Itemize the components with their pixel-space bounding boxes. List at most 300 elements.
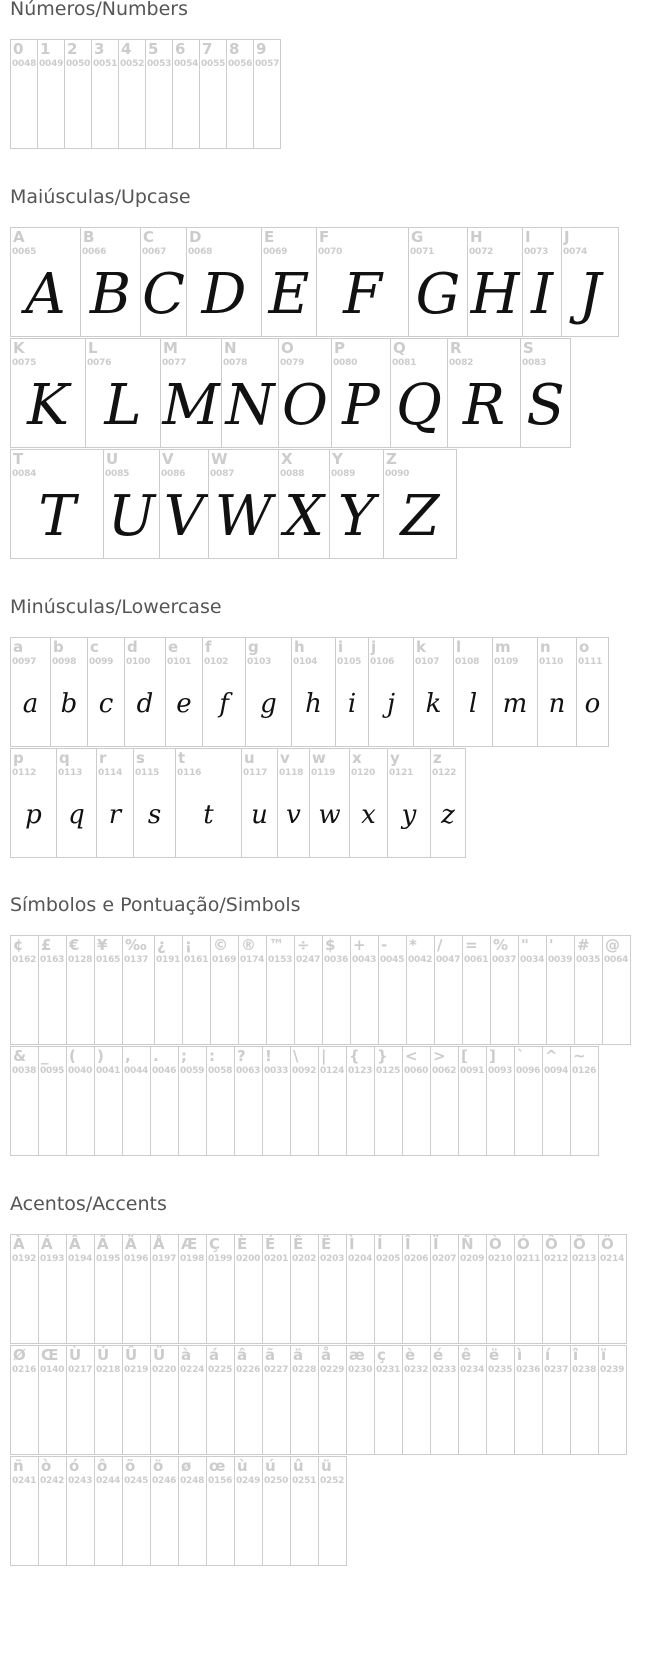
glyph-character-label: , [125, 1047, 131, 1065]
glyph-cell [378, 935, 407, 1045]
glyph-character-label: c [90, 638, 99, 656]
glyph-character-label: È [237, 1235, 248, 1253]
glyph-character-label: ù [237, 1457, 248, 1475]
glyph-code-label: 0045 [380, 955, 405, 965]
glyph-code-label: 0060 [404, 1066, 429, 1076]
glyph-character-label: - [381, 936, 388, 954]
glyph-sample [431, 1077, 458, 1149]
glyph-sample [375, 1077, 402, 1149]
glyph-cell [199, 39, 227, 149]
glyph-sample: s [147, 800, 162, 830]
glyph-code-label: 0205 [376, 1254, 401, 1264]
glyph-character-label: I [525, 228, 531, 246]
glyph-character-label: Ò [489, 1235, 502, 1253]
glyph-cell [38, 1456, 67, 1566]
glyph-sample [179, 1487, 206, 1559]
glyph-character-label: $ [325, 936, 336, 954]
glyph-code-label: 0038 [12, 1066, 37, 1076]
glyph-code-label: 0243 [68, 1476, 93, 1486]
glyph-sample: X [284, 483, 324, 549]
glyph-character-label: ã [265, 1346, 276, 1364]
glyph-code-label: 0225 [208, 1365, 233, 1375]
glyph-code-label: 0122 [432, 768, 457, 778]
glyph-character-label: & [13, 1047, 27, 1065]
glyph-sample [151, 1265, 178, 1337]
glyph-cell [245, 637, 292, 747]
glyph-code-label: 0195 [96, 1254, 121, 1264]
glyph-cell [178, 1345, 207, 1455]
glyph-cell [390, 338, 448, 448]
glyph-cell [346, 1234, 375, 1344]
glyph-character-label: 3 [94, 40, 105, 58]
glyph-code-label: 0153 [268, 955, 293, 965]
glyph-sample [207, 1487, 234, 1559]
symbols-row [10, 935, 630, 1045]
glyph-cell [150, 1345, 179, 1455]
glyph-code-label: 0086 [161, 469, 186, 479]
glyph-character-label: 4 [121, 40, 132, 58]
glyph-character-label: z [433, 749, 442, 767]
numbers-row [10, 39, 280, 149]
glyph-code-label: 0079 [280, 358, 305, 368]
glyph-cell [10, 1234, 39, 1344]
glyph-sample [123, 1376, 150, 1448]
glyph-cell [430, 1046, 459, 1156]
glyph-code-label: 0202 [292, 1254, 317, 1264]
glyph-sample: p [25, 800, 42, 830]
glyph-character-label: . [153, 1047, 159, 1065]
glyph-sample: U [107, 483, 156, 549]
glyph-code-label: 0236 [516, 1365, 541, 1375]
glyph-cell [458, 1234, 487, 1344]
glyph-sample [239, 966, 266, 1038]
glyph-cell [37, 39, 65, 149]
glyph-sample: u [251, 800, 268, 830]
glyph-sample [347, 1265, 374, 1337]
glyph-code-label: 0036 [324, 955, 349, 965]
glyph-character-label: > [433, 1047, 446, 1065]
glyph-cell [447, 338, 521, 448]
glyph-cell [434, 935, 463, 1045]
glyph-character-label: Ø [13, 1346, 26, 1364]
glyph-code-label: 0251 [292, 1476, 317, 1486]
glyph-cell [430, 1345, 459, 1455]
glyph-code-label: 0137 [124, 955, 149, 965]
glyph-sample [431, 1265, 458, 1337]
glyph-code-label: 0092 [292, 1066, 317, 1076]
glyph-code-label: 0126 [572, 1066, 597, 1076]
glyph-code-label: 0042 [408, 955, 433, 965]
glyph-character-label: ~ [573, 1047, 586, 1065]
glyph-sample [39, 1265, 66, 1337]
glyph-sample: w [318, 800, 341, 830]
glyph-code-label: 0034 [520, 955, 545, 965]
glyph-character-label: B [83, 228, 95, 246]
glyph-sample: C [142, 261, 185, 327]
glyph-cell [546, 935, 575, 1045]
glyph-cell [576, 637, 609, 747]
glyph-cell [50, 637, 88, 747]
glyph-character-label: û [293, 1457, 304, 1475]
glyph-cell [492, 637, 538, 747]
glyph-character-label: Ú [97, 1346, 110, 1364]
glyph-sample [92, 70, 118, 142]
glyph-character-label: f [205, 638, 212, 656]
glyph-cell [94, 1456, 123, 1566]
glyph-character-label: ç [377, 1346, 386, 1364]
glyph-character-label: ) [97, 1047, 104, 1065]
glyph-character-label: õ [125, 1457, 136, 1475]
glyph-cell [208, 449, 279, 559]
glyph-character-label: Ñ [461, 1235, 474, 1253]
glyph-code-label: 0074 [563, 247, 588, 257]
glyph-character-label: © [213, 936, 228, 954]
glyph-code-label: 0209 [460, 1254, 485, 1264]
glyph-code-label: 0198 [180, 1254, 205, 1264]
glyph-code-label: 0054 [174, 59, 199, 69]
glyph-sample: K [27, 372, 69, 438]
glyph-sample [291, 1487, 318, 1559]
glyph-sample [487, 1077, 514, 1149]
glyph-character-label: d [127, 638, 138, 656]
glyph-cell [430, 748, 466, 858]
glyph-sample [291, 1265, 318, 1337]
glyph-sample [123, 1265, 150, 1337]
glyph-code-label: 0193 [40, 1254, 65, 1264]
glyph-character-label: _ [41, 1047, 49, 1065]
glyph-character-label: Ö [601, 1235, 614, 1253]
glyph-character-label: ¢ [13, 936, 24, 954]
glyph-character-label: ñ [13, 1457, 24, 1475]
glyph-cell [175, 748, 242, 858]
glyph-sample [235, 1376, 262, 1448]
glyph-sample [575, 966, 602, 1038]
glyph-sample [65, 70, 91, 142]
glyph-sample: G [415, 261, 461, 327]
upcase-row [10, 227, 618, 337]
glyph-code-label: 0044 [124, 1066, 149, 1076]
glyph-code-label: 0123 [348, 1066, 373, 1076]
glyph-character-label: P [334, 339, 345, 357]
glyph-cell [66, 935, 95, 1045]
glyph-character-label: y [390, 749, 400, 767]
glyph-sample [179, 1265, 206, 1337]
glyph-code-label: 0199 [208, 1254, 233, 1264]
glyph-cell [387, 748, 431, 858]
glyph-sample: F [343, 261, 382, 327]
glyph-character-label: é [433, 1346, 444, 1364]
glyph-sample [295, 966, 322, 1038]
glyph-code-label: 0191 [156, 955, 181, 965]
glyph-code-label: 0039 [548, 955, 573, 965]
glyph-character-label: J [564, 228, 570, 246]
glyph-character-label: ( [69, 1047, 76, 1065]
glyph-code-label: 0165 [96, 955, 121, 965]
glyph-sample [459, 1077, 486, 1149]
glyph-code-label: 0206 [404, 1254, 429, 1264]
glyph-sample [67, 1487, 94, 1559]
glyph-character-label: ? [237, 1047, 246, 1065]
glyph-code-label: 0089 [331, 469, 356, 479]
glyph-code-label: 0217 [68, 1365, 93, 1375]
glyph-character-label: ü [321, 1457, 332, 1475]
glyph-sample [375, 1376, 402, 1448]
glyph-code-label: 0076 [87, 358, 112, 368]
glyph-code-label: 0066 [82, 247, 107, 257]
glyph-cell [94, 1046, 123, 1156]
glyph-code-label: 0249 [236, 1476, 261, 1486]
glyph-character-label: ô [97, 1457, 108, 1475]
glyph-cell [234, 1345, 263, 1455]
glyph-cell [186, 227, 262, 337]
glyph-code-label: 0062 [432, 1066, 457, 1076]
glyph-cell [318, 1456, 347, 1566]
glyph-sample: H [470, 261, 520, 327]
glyph-character-label: Y [332, 450, 343, 468]
glyph-character-label: Å [153, 1235, 165, 1253]
glyph-cell [537, 637, 577, 747]
glyph-sample: l [468, 689, 478, 719]
section-title-accents: Acentos/Accents [10, 1193, 167, 1215]
glyph-character-label: * [409, 936, 417, 954]
glyph-sample [95, 1265, 122, 1337]
glyph-sample [291, 1376, 318, 1448]
glyph-code-label: 0077 [162, 358, 187, 368]
glyph-cell [202, 637, 246, 747]
glyph-sample [291, 1077, 318, 1149]
glyph-code-label: 0239 [600, 1365, 625, 1375]
glyph-sample: q [68, 800, 85, 830]
glyph-cell [490, 935, 519, 1045]
glyph-cell [346, 1046, 375, 1156]
glyph-code-label: 0052 [120, 59, 145, 69]
glyph-code-label: 0106 [370, 657, 395, 667]
glyph-sample: j [386, 689, 396, 719]
glyph-code-label: 0040 [68, 1066, 93, 1076]
glyph-character-label: : [209, 1047, 215, 1065]
glyph-cell [66, 1234, 95, 1344]
glyph-code-label: 0161 [184, 955, 209, 965]
glyph-code-label: 0220 [152, 1365, 177, 1375]
glyph-sample [38, 70, 64, 142]
glyph-character-label: À [13, 1235, 25, 1253]
glyph-code-label: 0162 [12, 955, 37, 965]
glyph-character-label: ÷ [297, 936, 310, 954]
glyph-sample [263, 1487, 290, 1559]
glyph-code-label: 0099 [89, 657, 114, 667]
glyph-cell [561, 227, 619, 337]
glyph-character-label: Â [69, 1235, 81, 1253]
glyph-code-label: 0224 [180, 1365, 205, 1375]
glyph-sample [543, 1077, 570, 1149]
glyph-sample [515, 1265, 542, 1337]
glyph-character-label: A [13, 228, 25, 246]
glyph-character-label: 5 [148, 40, 159, 58]
glyph-sample: I [530, 261, 554, 327]
glyph-code-label: 0096 [516, 1066, 541, 1076]
glyph-character-label: ® [241, 936, 256, 954]
glyph-cell [262, 1345, 291, 1455]
glyph-code-label: 0098 [52, 657, 77, 667]
glyph-sample [200, 70, 226, 142]
glyph-code-label: 0116 [177, 768, 202, 778]
glyph-cell [160, 338, 222, 448]
glyph-code-label: 0119 [311, 768, 336, 778]
glyph-sample [119, 70, 145, 142]
glyph-cell [514, 1234, 543, 1344]
glyph-cell [85, 338, 161, 448]
glyph-sample [123, 966, 154, 1038]
glyph-sample [235, 1077, 262, 1149]
glyph-sample [571, 1077, 598, 1149]
glyph-code-label: 0113 [58, 768, 83, 778]
glyph-sample [11, 1077, 38, 1149]
glyph-code-label: 0100 [126, 657, 151, 667]
glyph-code-label: 0053 [147, 59, 172, 69]
glyph-cell [602, 935, 631, 1045]
glyph-code-label: 0230 [348, 1365, 373, 1375]
glyph-character-label: v [280, 749, 290, 767]
glyph-sample [543, 1376, 570, 1448]
accents-row [10, 1345, 626, 1455]
glyph-character-label: Ê [293, 1235, 304, 1253]
glyph-sample [95, 1077, 122, 1149]
glyph-code-label: 0196 [124, 1254, 149, 1264]
glyph-character-label: É [265, 1235, 276, 1253]
glyph-sample [459, 1265, 486, 1337]
glyph-cell [467, 227, 523, 337]
glyph-cell [413, 637, 454, 747]
glyph-sample [319, 1487, 346, 1559]
glyph-cell [374, 1345, 403, 1455]
glyph-code-label: 0083 [522, 358, 547, 368]
upcase-row [10, 338, 570, 448]
glyph-character-label: á [209, 1346, 220, 1364]
glyph-cell [178, 1456, 207, 1566]
glyph-sample [487, 1265, 514, 1337]
glyph-character-label: < [405, 1047, 418, 1065]
glyph-sample [375, 1265, 402, 1337]
glyph-code-label: 0140 [40, 1365, 65, 1375]
glyph-cell [178, 1234, 207, 1344]
glyph-sample [407, 966, 434, 1038]
glyph-character-label: â [237, 1346, 248, 1364]
upcase-row [10, 449, 456, 559]
glyph-sample [599, 1265, 626, 1337]
glyph-cell [234, 1046, 263, 1156]
glyph-sample [179, 1077, 206, 1149]
glyph-code-label: 0234 [460, 1365, 485, 1375]
glyph-character-label: l [456, 638, 462, 656]
glyph-character-label: M [163, 339, 178, 357]
glyph-character-label: ê [461, 1346, 472, 1364]
glyph-character-label: # [577, 936, 590, 954]
glyph-code-label: 0082 [449, 358, 474, 368]
glyph-cell [10, 935, 39, 1045]
glyph-cell [318, 1046, 347, 1156]
glyph-sample: J [578, 261, 602, 327]
glyph-cell [103, 449, 160, 559]
glyph-code-label: 0228 [292, 1365, 317, 1375]
glyph-character-label: å [321, 1346, 332, 1364]
glyph-code-label: 0084 [12, 469, 37, 479]
accents-row [10, 1234, 626, 1344]
glyph-code-label: 0252 [320, 1476, 345, 1486]
glyph-code-label: 0105 [337, 657, 362, 667]
glyph-character-label: E [264, 228, 275, 246]
glyph-code-label: 0229 [320, 1365, 345, 1375]
glyph-cell [122, 1234, 151, 1344]
glyph-code-label: 0048 [12, 59, 37, 69]
glyph-code-label: 0194 [68, 1254, 93, 1264]
glyph-sample [39, 1376, 66, 1448]
glyph-sample [435, 966, 462, 1038]
glyph-cell [322, 935, 351, 1045]
glyph-code-label: 0057 [255, 59, 280, 69]
glyph-character-label: Î [405, 1235, 411, 1253]
glyph-sample [207, 1265, 234, 1337]
glyph-sample [267, 966, 294, 1038]
glyph-sample: v [286, 800, 301, 830]
glyph-sample: o [584, 689, 601, 719]
glyph-cell [277, 748, 310, 858]
glyph-character-label: Ä [125, 1235, 137, 1253]
glyph-code-label: 0227 [264, 1365, 289, 1375]
glyph-character-label: \ [293, 1047, 299, 1065]
glyph-character-label: Ç [209, 1235, 221, 1253]
glyph-cell [122, 1456, 151, 1566]
glyph-code-label: 0081 [392, 358, 417, 368]
glyph-character-label: Ü [153, 1346, 166, 1364]
glyph-character-label: q [59, 749, 70, 767]
glyph-character-label: £ [41, 936, 52, 954]
glyph-character-label: Ï [433, 1235, 439, 1253]
glyph-code-label: 0088 [280, 469, 305, 479]
glyph-cell [458, 1046, 487, 1156]
glyph-character-label: ¿ [157, 936, 166, 954]
glyph-cell [38, 1345, 67, 1455]
glyph-cell [10, 227, 81, 337]
glyph-character-label: ò [41, 1457, 52, 1475]
glyph-sample: n [548, 689, 566, 719]
glyph-cell [266, 935, 295, 1045]
glyph-cell [408, 227, 468, 337]
glyph-character-label: e [168, 638, 179, 656]
glyph-code-label: 0101 [167, 657, 192, 667]
glyph-cell [402, 1046, 431, 1156]
glyph-code-label: 0073 [524, 247, 549, 257]
glyph-cell [309, 748, 350, 858]
glyph-cell [234, 1456, 263, 1566]
glyph-code-label: 0233 [432, 1365, 457, 1375]
glyph-sample: A [25, 261, 66, 327]
glyph-code-label: 0204 [348, 1254, 373, 1264]
glyph-cell [10, 338, 86, 448]
glyph-code-label: 0163 [40, 955, 65, 965]
glyph-cell [140, 227, 187, 337]
glyph-character-label: Œ [41, 1346, 59, 1364]
glyph-code-label: 0078 [223, 358, 248, 368]
glyph-cell [318, 1345, 347, 1455]
glyph-sample: Y [338, 483, 375, 549]
glyph-sample [571, 1376, 598, 1448]
glyph-character-label: a [13, 638, 24, 656]
glyph-sample: S [526, 372, 565, 438]
glyph-character-label: è [405, 1346, 416, 1364]
glyph-character-label: F [319, 228, 330, 246]
glyph-cell [522, 227, 562, 337]
glyph-sample: Q [396, 372, 442, 438]
